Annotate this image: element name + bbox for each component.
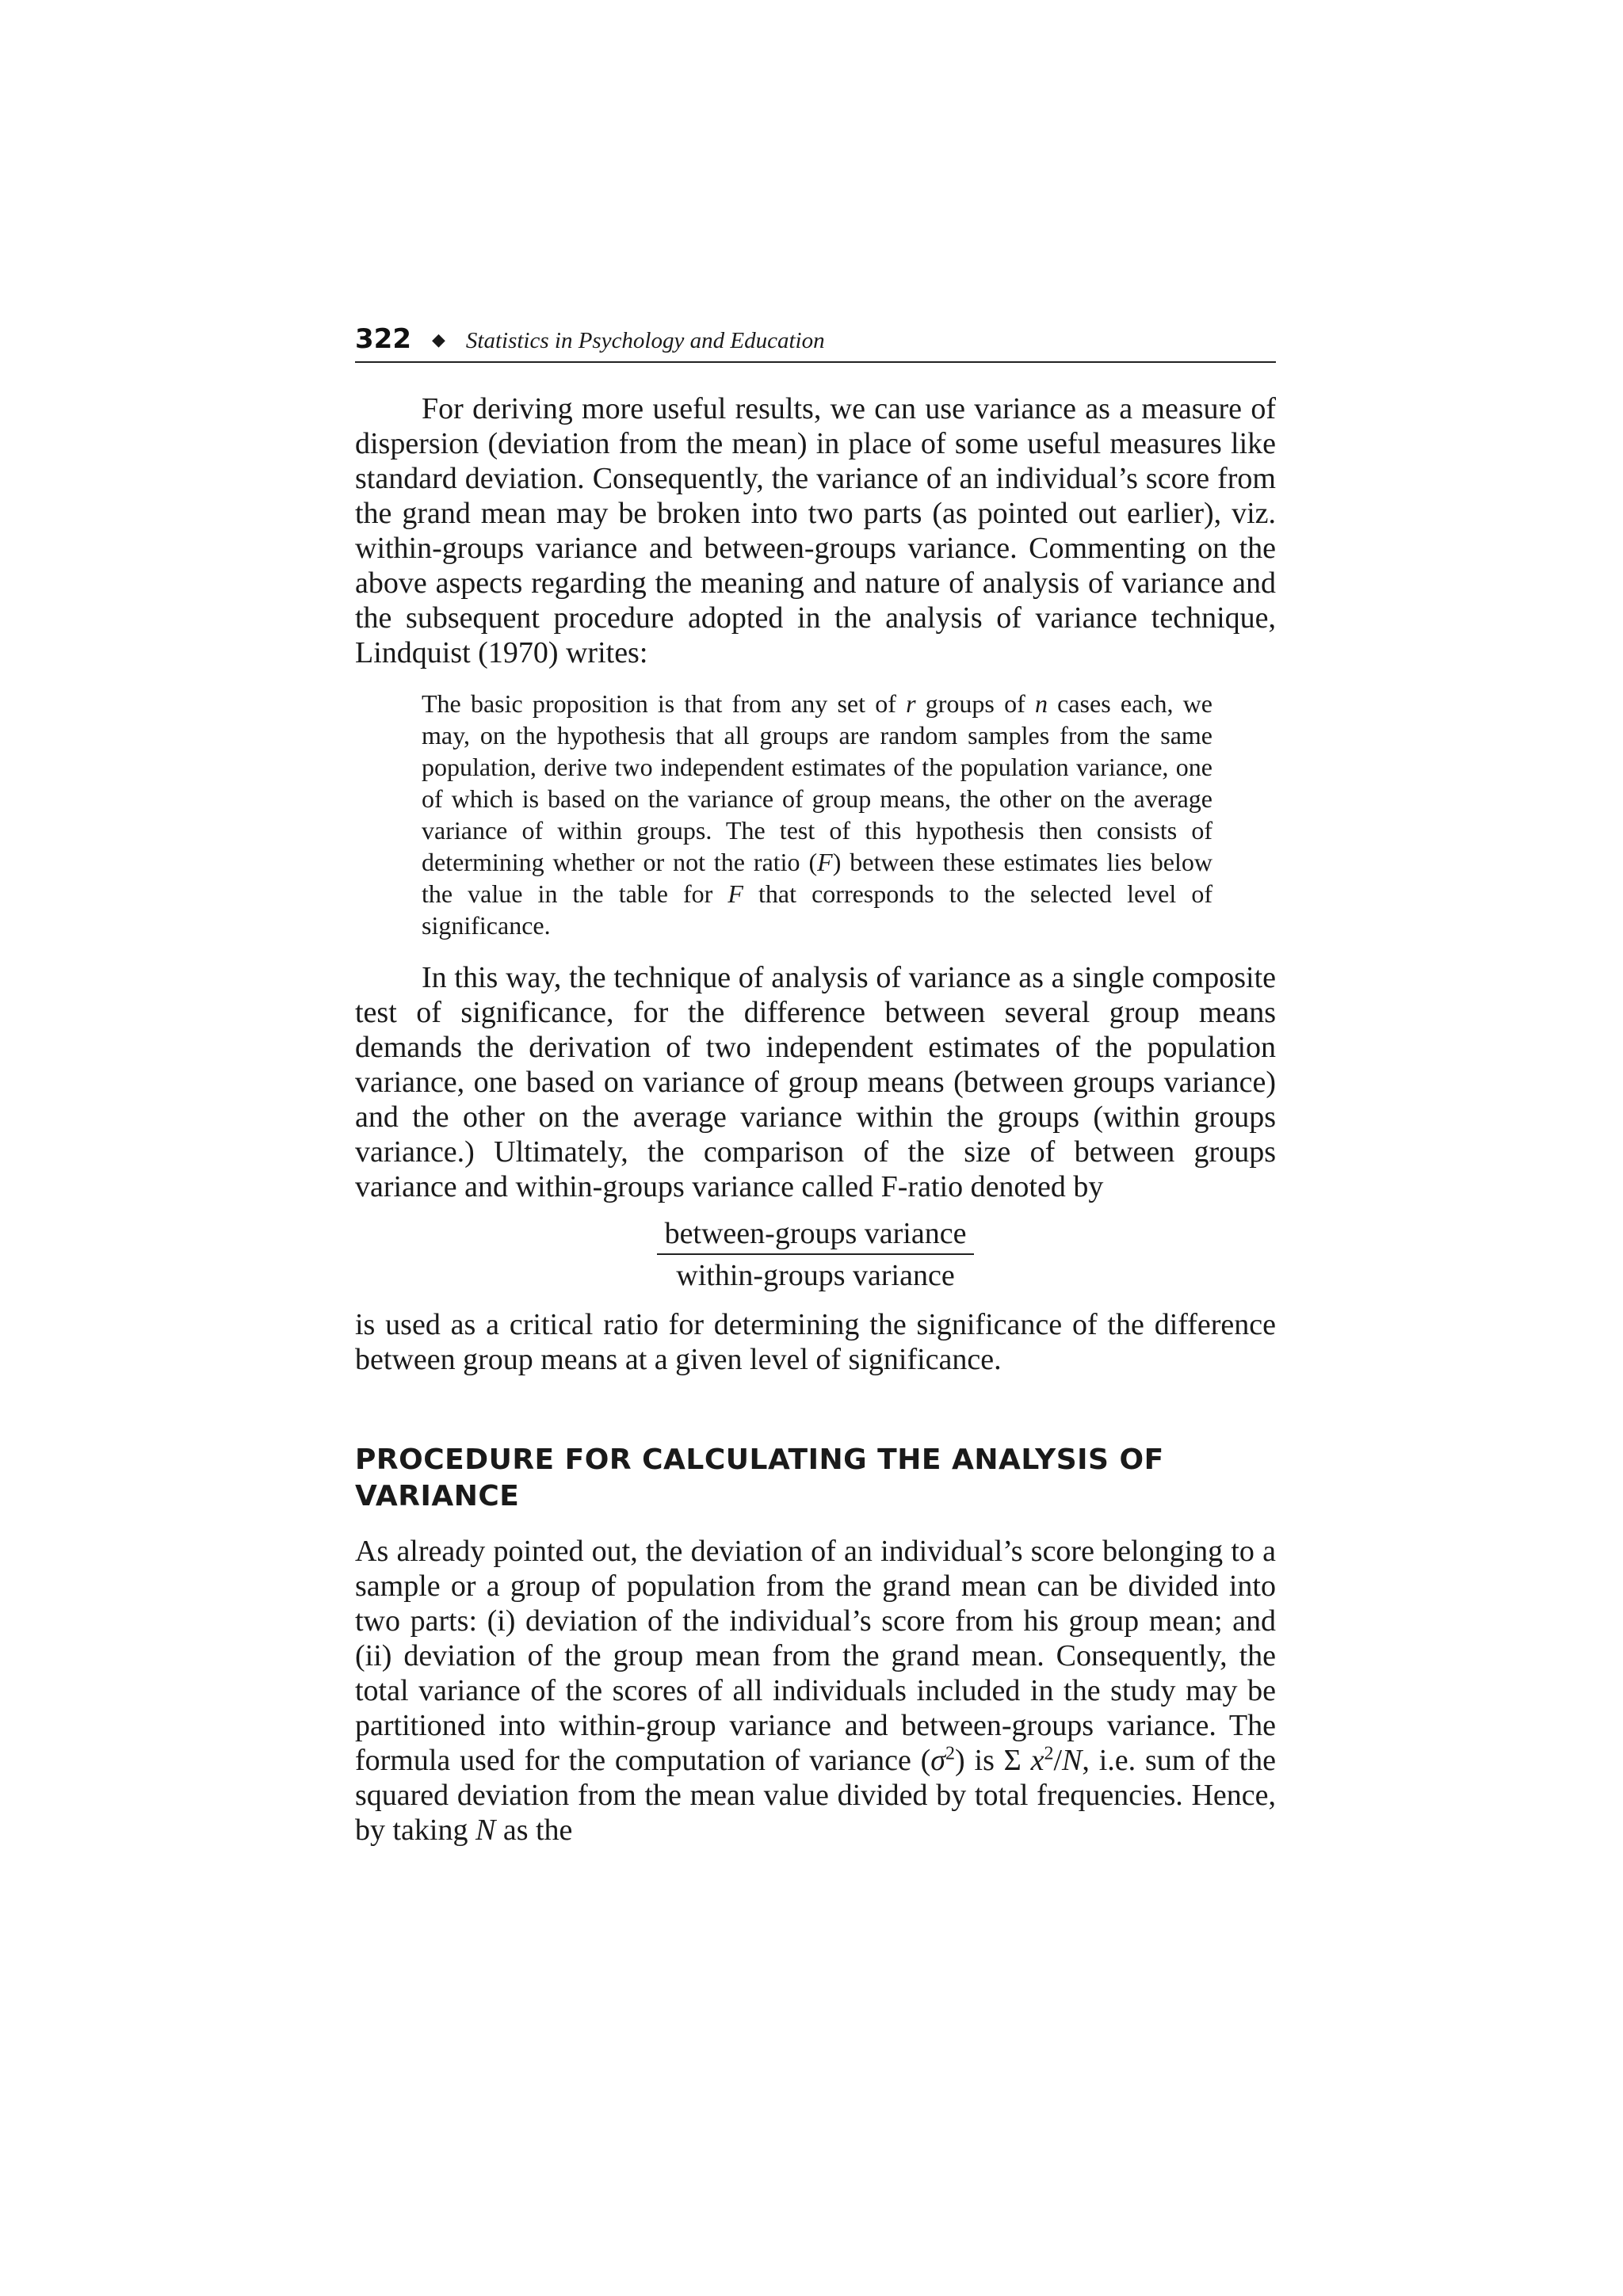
quote-var-n: n: [1034, 689, 1048, 718]
sigma-symbol: σ: [930, 1744, 946, 1777]
fraction-numerator: between-groups variance: [657, 1214, 974, 1255]
quote-var-r: r: [906, 689, 916, 718]
quote-text: The basic proposition is that from any set of: [422, 689, 907, 718]
quote-text: that corresponds to the selected level of significance.: [422, 879, 1213, 940]
quote-text: groups of: [915, 689, 1035, 718]
paragraph-text: ) is Σ: [955, 1744, 1031, 1777]
paragraph-2: In this way, the technique of analysis of variance as a single composite test of significance, for the difference between several group means demands the derivation of two independent estimates of the population variance, one based on variance of group means (between groups variance) and the other on the average variance within the groups (within groups variance.) Ultimately, the comparison of the size of between groups variance and within-groups variance called F-ratio denoted by: [355, 961, 1276, 1203]
paragraph-1: For deriving more useful results, we can use variance as a measure of dispersion (deviation from the mean) in place of some useful measures like standard deviation. Consequently, the variance of an individual’s score from the grand mean may be broken into two parts (as pointed out earlier), viz. within-groups variance and between-groups variance. Commenting on the above aspects regarding the meaning and nature of analysis of variance and the subsequent procedure adopted in the analysis of variance technique, Lindquist (1970) writes:: [355, 392, 1276, 669]
paragraph-text: /: [1053, 1744, 1063, 1777]
superscript: 2: [945, 1743, 956, 1764]
superscript: 2: [1044, 1743, 1054, 1764]
paragraph-text: , i.e. sum of the squared deviation from the mean value divided by total frequencies. Hence, by taking: [355, 1744, 1276, 1847]
page-number: 322: [355, 323, 411, 355]
paragraph-text: as the: [495, 1814, 573, 1847]
section-heading: PROCEDURE FOR CALCULATING THE ANALYSIS OF VARIANCE: [355, 1444, 1164, 1512]
var-n: N: [1062, 1744, 1083, 1777]
var-n: N: [475, 1814, 496, 1847]
paragraph-text: As already pointed out, the deviation of an individual’s score belonging to a sample or a group of population from the grand mean can be divided into two parts: (i) deviation of the individual’s score from his group mean; and (ii) deviation of the group mean from the grand mean. Consequently, the total variance of the scores of all individuals included in the study may be partitioned into within-group variance and between-groups variance. The formula used for the computation of variance (: [355, 1535, 1276, 1777]
fraction-denominator: within-groups variance: [676, 1259, 955, 1292]
book-title: Statistics in Psychology and Education: [465, 328, 825, 353]
f-ratio-fraction: [657, 1214, 974, 1296]
running-head: [355, 323, 1276, 363]
block-quote: [422, 688, 1212, 941]
paragraph-3: is used as a critical ratio for determining the significance of the difference between group means at a given level of significance.: [355, 1308, 1276, 1376]
book-page: [355, 323, 1276, 1848]
var-x: x: [1030, 1744, 1044, 1777]
quote-text: cases each, we may, on the hypothesis that all groups are random samples from the same population, derive two independent estimates of the population variance, one of which is based on the variance of group means, the other on the average variance of within groups. The test of this hypothesis then consists of determining whether or not the ratio (: [422, 689, 1213, 876]
paragraph-4: [355, 1534, 1276, 1848]
quote-var-f: F: [727, 879, 743, 908]
quote-var-f: F: [817, 848, 833, 876]
diamond-icon: ◆: [431, 330, 445, 350]
quote-text: ) between these estimates lies below the value in the table for: [422, 848, 1213, 908]
